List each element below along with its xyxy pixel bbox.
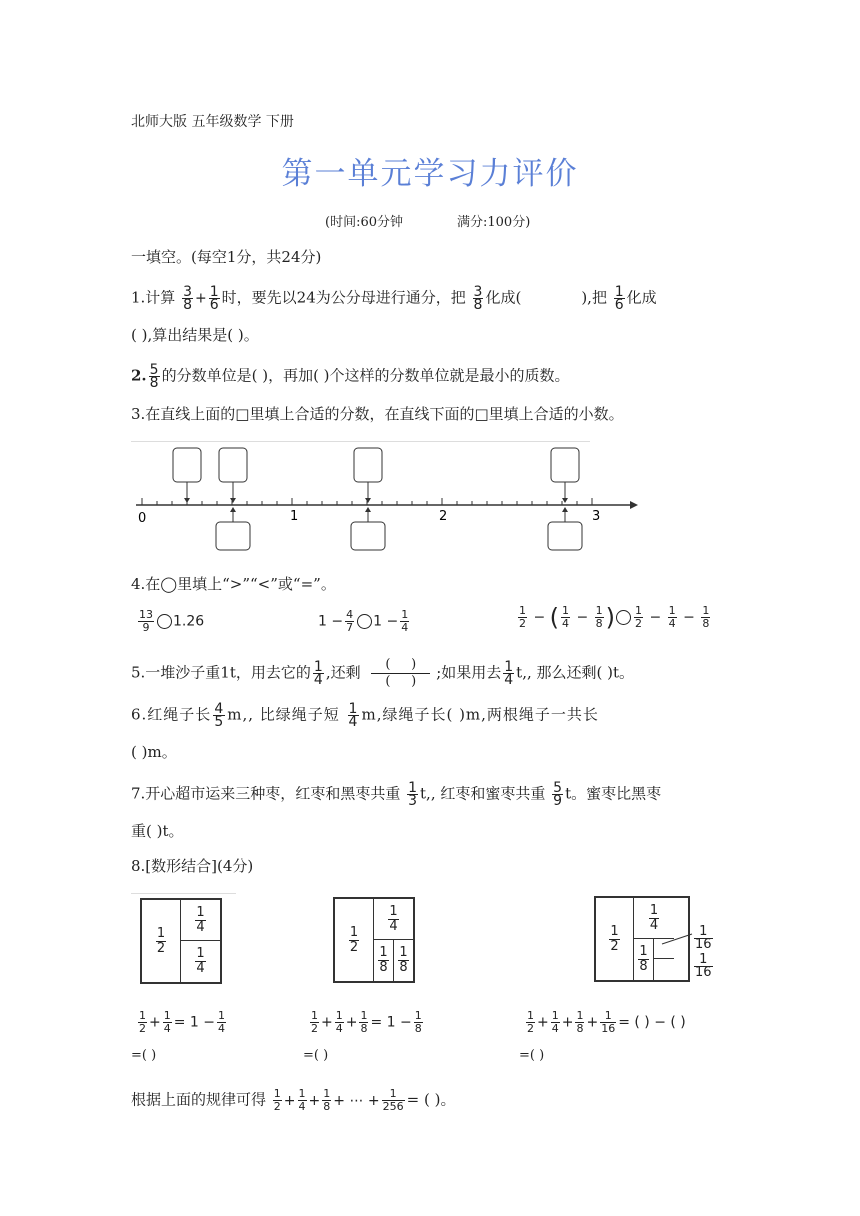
- question-6-line2: ( )m。: [131, 743, 177, 761]
- fraction-1-6: $\frac{1}{6}$: [209, 284, 219, 313]
- answer-box-bottom-3: [548, 522, 582, 550]
- cell-half: $\frac{1}{2}$: [142, 900, 181, 982]
- compare-a-value: 1.26: [173, 613, 205, 630]
- answer-box-top-3: [354, 448, 382, 482]
- area-figure-3: $\frac{1}{2}$ $\frac{1}{4}$ $\frac{1}{8}$: [594, 896, 690, 982]
- fraction-4-7: $\frac{4}{7}$: [346, 608, 354, 634]
- section-fill-blank: 一填空。(每空1分，共24分): [131, 248, 322, 266]
- q1-text-b: 时，要先以24为公分母进行通分，把: [221, 288, 466, 307]
- equation-1-answer[interactable]: =( ): [131, 1048, 157, 1063]
- equation-1: $\frac{1}{2}$ + $\frac{1}{4}$ = 1 − $\frac{1}{4}$: [139, 1009, 226, 1035]
- final-ellipsis: + ⋯ +: [333, 1092, 380, 1109]
- fraction-3-8: $\frac{3}{8}$: [183, 284, 193, 313]
- q5-text-d: t,, 那么还剩( )t。: [516, 663, 635, 682]
- q5-text-a: 5.一堆沙子重1t，用去它的: [131, 663, 311, 682]
- number-line-figure: [130, 440, 650, 558]
- question-4: 4.在◯里填上“>”“<”或“=”。: [131, 575, 336, 593]
- label-1-16-b: $\frac{1}{16}$: [695, 952, 712, 980]
- compare-b-left: 1 −: [318, 613, 344, 630]
- q1-text-e: 化成: [626, 288, 657, 307]
- equation-2: $\frac{1}{2}$ + $\frac{1}{4}$ + $\frac{1}{8}$ = 1 − $\frac{1}{8}$: [311, 1009, 422, 1035]
- q7-text-c: t。蜜枣比黑枣: [565, 784, 662, 803]
- q5-text-b: ,还剩: [325, 663, 361, 682]
- compare-circle-1[interactable]: [157, 614, 172, 629]
- fraction-5-8: $\frac{5}{8}$: [149, 362, 159, 391]
- q6-text-b: m,, 比绿绳子短: [227, 705, 340, 724]
- question-7-line2: 重( )t。: [131, 822, 184, 840]
- question-6: 6.红绳子长 $\frac{4}{5}$ m,, 比绿绳子短 $\frac{1}{4}$ m,绿绳子长( )m,两根绳子一共长: [131, 701, 599, 730]
- q5-text-c: ;如果用去: [436, 663, 502, 682]
- final-answer: = ( )。: [406, 1090, 456, 1109]
- q6-text-c: m,绿绳子长( )m,两根绳子一共长: [361, 705, 599, 724]
- fraction-1-4: $\frac{1}{4}$: [401, 608, 409, 634]
- area-figure-2: $\frac{1}{2}$ $\frac{1}{4}$ $\frac{1}{8}$ $\frac{1}{8}$: [333, 897, 415, 983]
- question-3: 3.在直线上面的□里填上合适的分数，在直线下面的□里填上合适的小数。: [131, 405, 624, 423]
- equation-2-answer[interactable]: =( ): [303, 1048, 329, 1063]
- question-2: [131, 364, 570, 389]
- answer-box-top-2: [219, 448, 247, 482]
- question-1-line2: ( ),算出结果是( )。: [131, 326, 259, 344]
- fraction-1-6b: $\frac{1}{6}$: [614, 284, 624, 313]
- compare-c: $\frac{1}{2}$ − ( $\frac{1}{4}$ − $\frac{1}{8}$ ) $\frac{1}{2}$ − $\frac{1}{4}$ − $\frac{1}{8}$: [519, 603, 710, 632]
- page-title: 第一单元学习力评价: [281, 156, 579, 192]
- q7-text-a: 7.开心超市运来三种枣，红枣和黑枣共重: [131, 784, 401, 803]
- compare-b: [318, 609, 411, 634]
- fraction-13-9: $\frac{13}{9}$: [139, 608, 153, 634]
- book-header: 北师大版 五年级数学 下册: [131, 114, 294, 130]
- eq1-rhs: = 1 −: [173, 1014, 216, 1031]
- pointer-line: [660, 930, 696, 950]
- q6-text-a: 6.红绳子长: [131, 705, 212, 724]
- question-8: 8.[数形结合](4分): [131, 857, 254, 875]
- q1-text-a: 1.计算: [131, 288, 176, 307]
- question-7: 7.开心超市运来三种枣，红枣和黑枣共重 $\frac{1}{3}$ t,, 红枣和蜜枣共重 $\frac{5}{9}$ t。蜜枣比黑枣: [131, 780, 662, 809]
- area-figure-1: [140, 898, 222, 984]
- equation-3-answer[interactable]: =( ): [519, 1048, 545, 1063]
- equation-3: $\frac{1}{2}$ + $\frac{1}{4}$ + $\frac{1}{8}$ + $\frac{1}{16}$ = ( ) − ( ): [527, 1009, 686, 1035]
- label-1-16-a: $\frac{1}{16}$: [695, 924, 712, 952]
- divider-short: [131, 893, 236, 894]
- q2-text: 的分数单位是( )，再加( )个这样的分数单位就是最小的质数。: [161, 366, 570, 385]
- tick-label-0: 0: [138, 511, 147, 526]
- q7-text-b: t,, 红枣和蜜枣共重: [420, 784, 546, 803]
- final-question: 根据上面的规律可得 $\frac{1}{2}$ + $\frac{1}{4}$ + $\frac{1}{8}$ + ⋯ + $\frac{1}{256}$ = ( )。: [131, 1087, 456, 1113]
- final-text-a: 根据上面的规律可得: [131, 1090, 267, 1109]
- q1-text-d: ),把: [581, 288, 607, 307]
- answer-box-top-4: [551, 448, 579, 482]
- tick-label-1: 1: [290, 509, 299, 524]
- compare-circle-2[interactable]: [357, 614, 372, 629]
- full-score: 满分:100分): [457, 215, 531, 230]
- tick-label-3: 3: [592, 509, 601, 524]
- compare-a: [136, 609, 204, 634]
- compare-circle-3[interactable]: [616, 610, 631, 625]
- answer-box-top-1: [173, 448, 201, 482]
- answer-fraction-blank[interactable]: $\frac{( )}{( )}$: [371, 657, 430, 690]
- compare-b-right: 1 −: [373, 613, 399, 630]
- answer-box-bottom-1: [216, 522, 250, 550]
- question-1: 1.计算 $\frac{3}{8}$ + $\frac{1}{6}$ 时，要先以24为公分母进行通分，把 $\frac{3}{8}$ 化成( ),把 $\frac{1}{6}$ 化成: [131, 284, 657, 313]
- question-5: 5.一堆沙子重1t，用去它的 $\frac{1}{4}$ ,还剩 $\frac{( )}{( )}$ ;如果用去 $\frac{1}{4}$ t,, 那么还剩( )t。: [131, 657, 635, 689]
- answer-box-bottom-2: [351, 522, 385, 550]
- arrow-head: [630, 501, 638, 509]
- eq2-rhs: = 1 −: [370, 1014, 412, 1031]
- cell-quarter-2: $\frac{1}{4}$: [196, 946, 205, 976]
- q1-text-c: 化成(: [485, 288, 522, 307]
- tick-label-2: 2: [439, 509, 448, 524]
- eq3-rhs: = ( ) − ( ): [618, 1014, 686, 1031]
- cell-quarter: $\frac{1}{4}$: [181, 900, 220, 941]
- q2-number: 2.: [131, 366, 147, 385]
- time-limit: (时间:60分钟: [325, 215, 403, 230]
- fraction-3-8b: $\frac{3}{8}$: [473, 284, 483, 313]
